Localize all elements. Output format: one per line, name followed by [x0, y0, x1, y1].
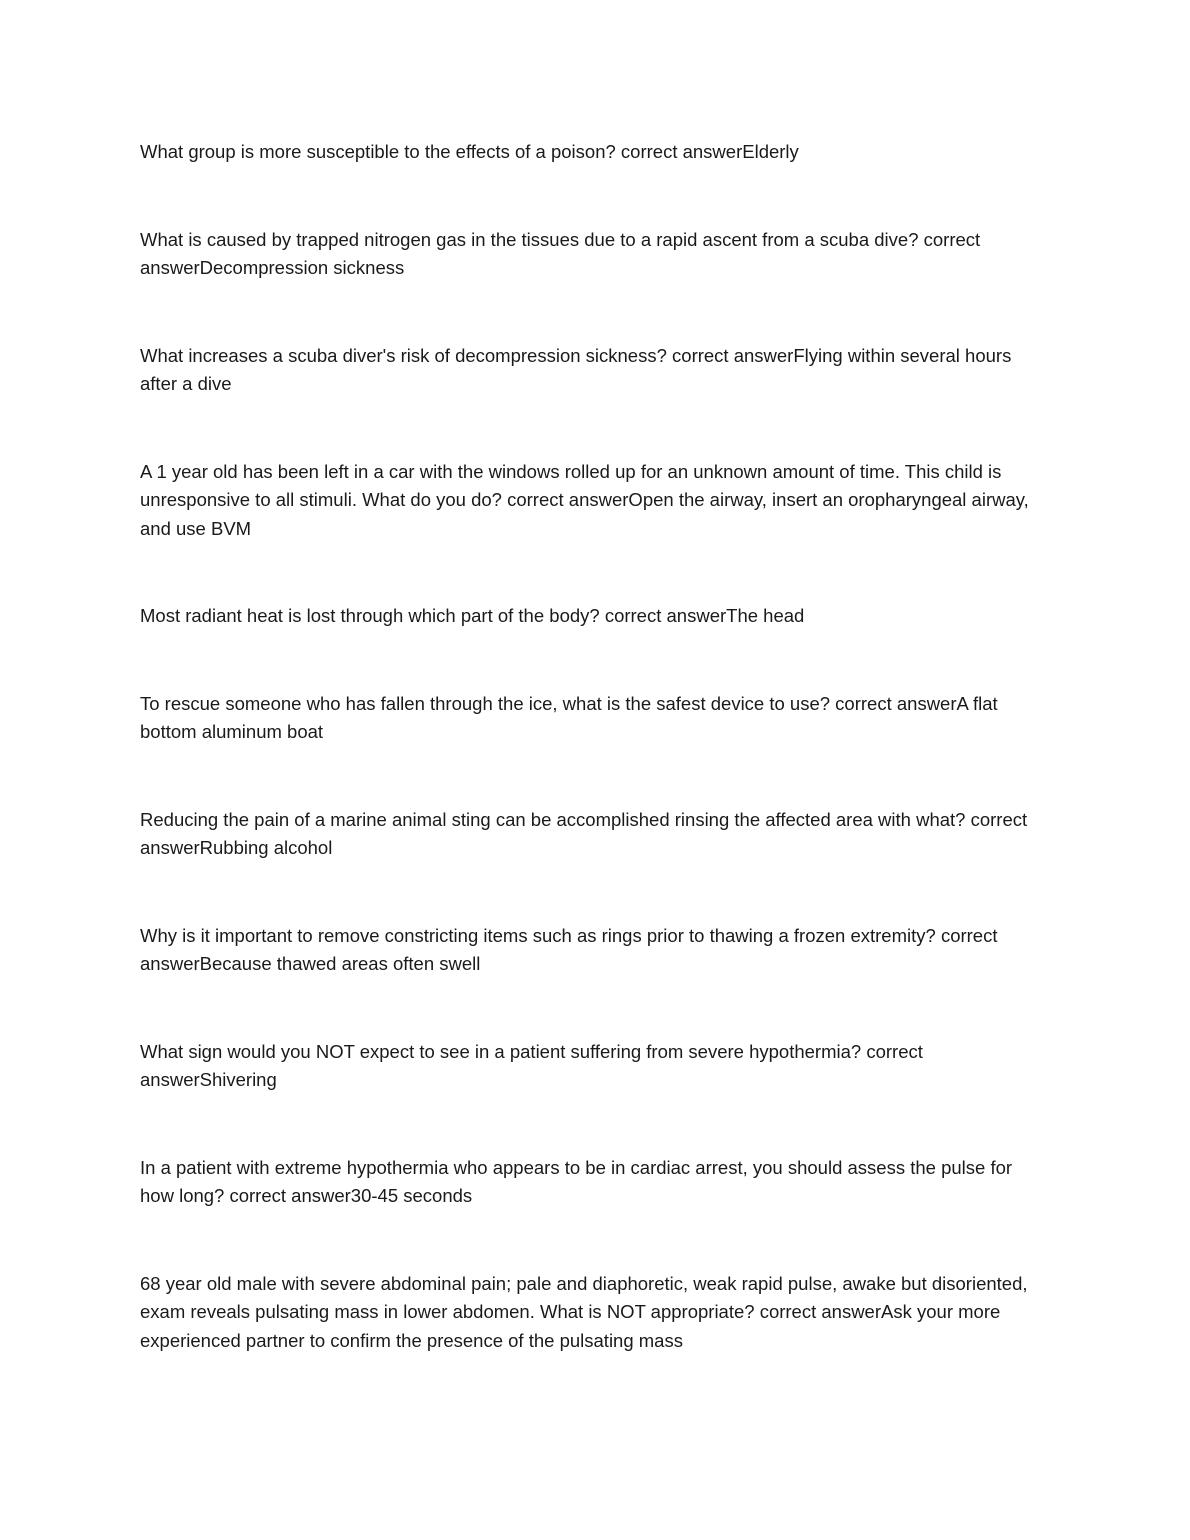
qa-item-4: A 1 year old has been left in a car with the windows rolled up for an unknown amount of time. This child is unresponsive to all stimuli. What do you do? correct answerOpen the airway, insert an oropharyngeal airway, and use BVM — [140, 460, 1029, 539]
qa-item-7: Reducing the pain of a marine animal sting can be accomplished rinsing the affected area with what? correct answerRubbing alcohol — [140, 808, 1028, 858]
qa-item-10: In a patient with extreme hypothermia who appears to be in cardiac arrest, you should assess the pulse for how long? correct answer30-45 seconds — [140, 1156, 1013, 1206]
qa-item-9: What sign would you NOT expect to see in a patient suffering from severe hypothermia? correct answerShivering — [140, 1040, 923, 1090]
qa-item-2: What is caused by trapped nitrogen gas in the tissues due to a rapid ascent from a scuba dive? correct answerDecompression sickness — [140, 228, 981, 278]
question-answer-list — [140, 138, 1050, 1355]
qa-item-5: Most radiant heat is lost through which part of the body? correct answerThe head — [140, 605, 805, 626]
qa-item-1: What group is more susceptible to the effects of a poison? correct answerElderly — [140, 141, 799, 162]
qa-item-8: Why is it important to remove constricting items such as rings prior to thawing a frozen extremity? correct answerBecause thawed areas often swell — [140, 924, 998, 974]
qa-item-3: What increases a scuba diver's risk of decompression sickness? correct answerFlying within several hours after a dive — [140, 344, 1012, 394]
qa-item-6: To rescue someone who has fallen through the ice, what is the safest device to use? correct answerA flat bottom aluminum boat — [140, 692, 998, 742]
qa-item-11: 68 year old male with severe abdominal pain; pale and diaphoretic, weak rapid pulse, awake but disoriented, exam reveals pulsating mass in lower abdomen. What is NOT appropriate? correct answerAsk your more experienced partner to confirm the presence of the pulsating mass — [140, 1272, 1028, 1351]
